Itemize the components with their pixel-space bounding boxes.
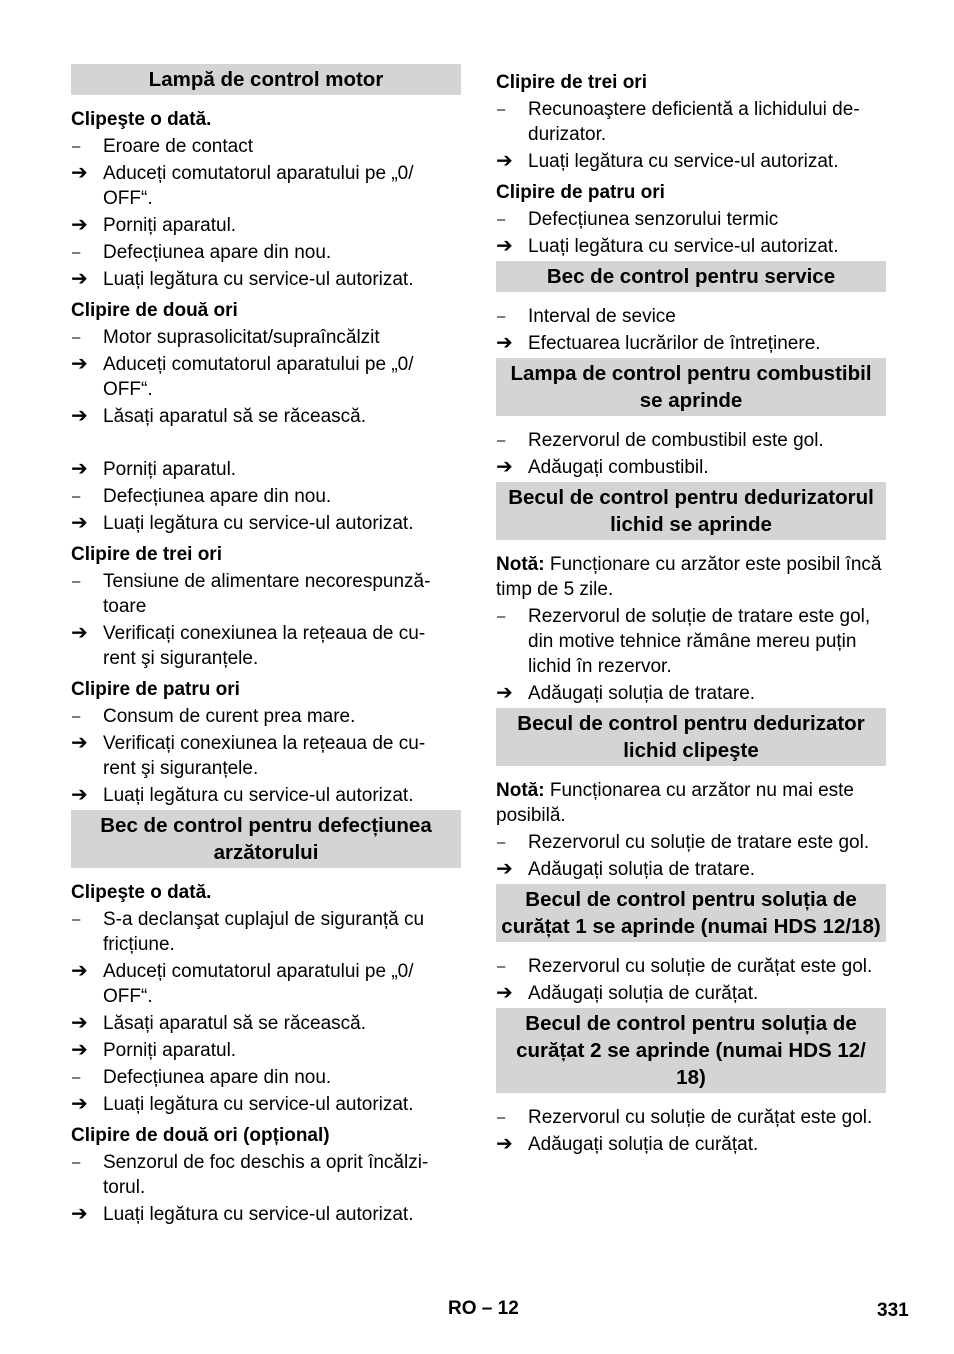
item-text: Luați legătura cu service-ul autorizat. (103, 1094, 414, 1115)
cause-item (71, 907, 461, 957)
dash-bullet-icon: – (72, 488, 81, 505)
dash-bullet-icon: – (72, 911, 81, 928)
section-banner: Becul de control pentru dedurizatorul lichid se aprinde (496, 482, 886, 540)
action-step (71, 959, 461, 1009)
item-text: Adăugați soluția de curățat. (528, 983, 759, 1004)
section-banner: Lampă de control motor (71, 64, 461, 95)
item-text: Defecțiunea apare din nou. (103, 486, 332, 507)
action-step (71, 352, 461, 402)
cause-item (71, 1065, 461, 1090)
item-text: Rezervorul cu soluție de tratare este gol. (528, 832, 870, 853)
item-text: Lăsați aparatul să se răcească. (103, 406, 366, 427)
arrow-right-icon: ➔ (71, 458, 88, 480)
dash-bullet-icon: – (497, 432, 506, 449)
item-text: Rezervorul de soluție de tratare este gol, din motive tehnice rămâne mereu puțin lichid în rezervor. (528, 606, 871, 677)
item-text: Adăugați combustibil. (528, 457, 709, 478)
cause-item (496, 97, 886, 147)
arrow-right-icon: ➔ (71, 784, 88, 806)
item-text: Senzorul de foc deschis a oprit încălzi- torul. (103, 1152, 429, 1198)
arrow-right-icon: ➔ (71, 1012, 88, 1034)
action-step (496, 681, 886, 706)
action-step (71, 213, 461, 238)
section-banner: Becul de control pentru soluția de curățat 2 se aprinde (numai HDS 12/ 18) (496, 1008, 886, 1093)
cause-item (496, 304, 886, 329)
cause-item (71, 1150, 461, 1200)
item-text: Rezervorul de combustibil este gol. (528, 430, 824, 451)
item-text: Luați legătura cu service-ul autorizat. (528, 236, 839, 257)
item-text: Tensiune de alimentare necorespunză- toare (103, 571, 431, 617)
item-text: Adăugați soluția de tratare. (528, 859, 756, 880)
note-text: Funcționarea cu arzător nu mai este posibilă. (496, 780, 854, 826)
subsection-heading: Clipire de două ori (opțional) (71, 1125, 330, 1146)
cause-item (71, 569, 461, 619)
arrow-right-icon: ➔ (71, 622, 88, 644)
arrow-right-icon: ➔ (71, 162, 88, 184)
item-text: Aduceți comutatorul aparatului pe „0/ OFF“. (103, 354, 414, 400)
item-text: Luați legătura cu service-ul autorizat. (528, 151, 839, 172)
item-text: Rezervorul cu soluție de curățat este gol. (528, 956, 873, 977)
section-banner: Becul de control pentru soluția de curățat 1 se aprinde (numai HDS 12/18) (496, 884, 886, 942)
dash-bullet-icon: – (497, 308, 506, 325)
item-text: Motor suprasolicitat/supraîncălzit (103, 327, 380, 348)
arrow-right-icon: ➔ (71, 214, 88, 236)
note-label: Notă: (496, 780, 545, 801)
arrow-right-icon: ➔ (71, 512, 88, 534)
page-number: 331 (877, 1300, 909, 1321)
cause-item (496, 1105, 886, 1130)
item-text: Recunoaştere deficientă a lichidului de- durizator. (528, 99, 860, 145)
subsection-heading: Clipire de patru ori (71, 679, 240, 700)
subsection-heading: Clipeşte o dată. (71, 109, 212, 130)
item-text: Adăugați soluția de tratare. (528, 683, 756, 704)
section-banner: Lampa de control pentru combustibil se aprinde (496, 358, 886, 416)
arrow-right-icon: ➔ (71, 960, 88, 982)
cause-item (71, 240, 461, 265)
action-step (71, 1092, 461, 1117)
note-label: Notă: (496, 554, 545, 575)
item-text: Lăsați aparatul să se răcească. (103, 1013, 366, 1034)
arrow-right-icon: ➔ (71, 732, 88, 754)
subsection-heading: Clipire de trei ori (71, 544, 222, 565)
item-text: Luați legătura cu service-ul autorizat. (103, 1204, 414, 1225)
cause-item (496, 207, 886, 232)
arrow-right-icon: ➔ (71, 353, 88, 375)
action-step (71, 161, 461, 211)
item-text: Adăugați soluția de curățat. (528, 1134, 759, 1155)
action-step (71, 511, 461, 536)
note-paragraph (496, 552, 886, 602)
item-text: Interval de sevice (528, 306, 676, 327)
dash-bullet-icon: – (72, 1154, 81, 1171)
arrow-right-icon: ➔ (71, 1093, 88, 1115)
item-text: Aduceți comutatorul aparatului pe „0/ OFF“. (103, 961, 414, 1007)
section-banner: Bec de control pentru service (496, 261, 886, 292)
item-text: Defecțiunea apare din nou. (103, 1067, 332, 1088)
arrow-right-icon: ➔ (496, 332, 513, 354)
subsection-heading: Clipire de patru ori (496, 182, 665, 203)
item-text: Porniți aparatul. (103, 459, 237, 480)
cause-item (496, 954, 886, 979)
action-step (496, 331, 886, 356)
item-text: Aduceți comutatorul aparatului pe „0/ OFF“. (103, 163, 414, 209)
item-text: Luați legătura cu service-ul autorizat. (103, 269, 414, 290)
left-column (71, 64, 461, 1229)
note-text: Funcționare cu arzător este posibil încă timp de 5 zile. (496, 554, 882, 600)
arrow-right-icon: ➔ (496, 456, 513, 478)
arrow-right-icon: ➔ (496, 150, 513, 172)
action-step (71, 1011, 461, 1036)
dash-bullet-icon: – (72, 138, 81, 155)
arrow-right-icon: ➔ (71, 405, 88, 427)
subsection-heading: Clipeşte o dată. (71, 882, 212, 903)
arrow-right-icon: ➔ (71, 1039, 88, 1061)
cause-item (71, 325, 461, 350)
cause-item (496, 604, 886, 679)
dash-bullet-icon: – (497, 608, 506, 625)
item-text: Porniți aparatul. (103, 215, 237, 236)
right-column (496, 64, 886, 1159)
cause-item (71, 484, 461, 509)
arrow-right-icon: ➔ (496, 235, 513, 257)
item-text: Defecțiunea apare din nou. (103, 242, 332, 263)
cause-item (71, 134, 461, 159)
arrow-right-icon: ➔ (496, 982, 513, 1004)
action-step (71, 621, 461, 671)
dash-bullet-icon: – (72, 244, 81, 261)
dash-bullet-icon: – (497, 1109, 506, 1126)
dash-bullet-icon: – (497, 101, 506, 118)
section-banner: Becul de control pentru dedurizator lichid clipeşte (496, 708, 886, 766)
cause-item (71, 704, 461, 729)
dash-bullet-icon: – (497, 834, 506, 851)
item-text: Eroare de contact (103, 136, 253, 157)
action-step (71, 457, 461, 482)
arrow-right-icon: ➔ (71, 268, 88, 290)
action-step (496, 1132, 886, 1157)
note-paragraph (496, 778, 886, 828)
subsection-heading: Clipire de trei ori (496, 72, 647, 93)
action-step (496, 455, 886, 480)
item-text: Luați legătura cu service-ul autorizat. (103, 513, 414, 534)
action-step (496, 234, 886, 259)
item-text: Consum de curent prea mare. (103, 706, 356, 727)
dash-bullet-icon: – (72, 1069, 81, 1086)
action-step (71, 1202, 461, 1227)
dash-bullet-icon: – (497, 211, 506, 228)
spacer (71, 431, 461, 457)
subsection-heading: Clipire de două ori (71, 300, 238, 321)
arrow-right-icon: ➔ (496, 682, 513, 704)
action-step (71, 404, 461, 429)
action-step (71, 1038, 461, 1063)
arrow-right-icon: ➔ (71, 1203, 88, 1225)
item-text: Rezervorul cu soluție de curățat este gol. (528, 1107, 873, 1128)
action-step (496, 857, 886, 882)
arrow-right-icon: ➔ (496, 858, 513, 880)
action-step (71, 267, 461, 292)
dash-bullet-icon: – (497, 958, 506, 975)
footer-section-label: RO – 12 (448, 1298, 519, 1319)
cause-item (496, 830, 886, 855)
cause-item (496, 428, 886, 453)
action-step (71, 731, 461, 781)
action-step (71, 783, 461, 808)
section-banner: Bec de control pentru defecțiunea arzătorului (71, 810, 461, 868)
arrow-right-icon: ➔ (496, 1133, 513, 1155)
action-step (496, 149, 886, 174)
item-text: Efectuarea lucrărilor de întreținere. (528, 333, 821, 354)
item-text: Porniți aparatul. (103, 1040, 237, 1061)
item-text: Verificați conexiunea la rețeaua de cu- rent şi siguranțele. (103, 733, 426, 779)
item-text: Luați legătura cu service-ul autorizat. (103, 785, 414, 806)
item-text: Verificați conexiunea la rețeaua de cu- rent şi siguranțele. (103, 623, 426, 669)
item-text: S-a declanşat cuplajul de siguranță cu fricțiune. (103, 909, 425, 955)
dash-bullet-icon: – (72, 573, 81, 590)
dash-bullet-icon: – (72, 329, 81, 346)
action-step (496, 981, 886, 1006)
dash-bullet-icon: – (72, 708, 81, 725)
item-text: Defecțiunea senzorului termic (528, 209, 779, 230)
